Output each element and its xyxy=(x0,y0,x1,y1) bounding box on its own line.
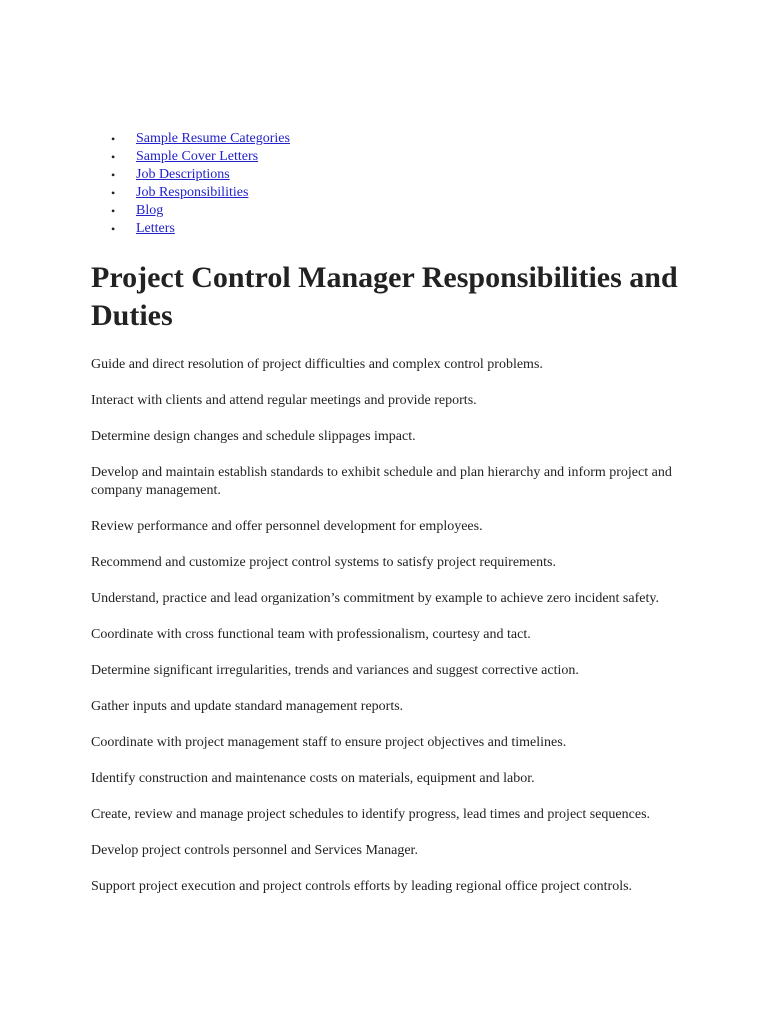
duty-paragraph: Review performance and offer personnel development for employees. xyxy=(91,519,483,534)
nav-link-job-descriptions[interactable]: Job Descriptions xyxy=(136,167,230,182)
site-nav-list xyxy=(91,130,691,238)
duty-paragraph: Determine design changes and schedule slippages impact. xyxy=(91,429,416,444)
duty-paragraph: Support project execution and project controls efforts by leading regional office project controls. xyxy=(91,879,633,894)
duty-paragraph: Develop and maintain establish standards to exhibit schedule and plan hierarchy and inform project and company management. xyxy=(91,465,672,498)
duties-list xyxy=(91,356,691,896)
duty-paragraph: Determine significant irregularities, trends and variances and suggest corrective action. xyxy=(91,663,579,678)
duty-paragraph: Recommend and customize project control systems to satisfy project requirements. xyxy=(91,555,556,570)
nav-link-blog[interactable]: Blog xyxy=(136,203,164,218)
bullet-icon: • xyxy=(111,186,116,200)
bullet-icon: • xyxy=(111,168,116,182)
duty-paragraph: Develop project controls personnel and Services Manager. xyxy=(91,843,418,858)
duty-paragraph: Coordinate with project management staff to ensure project objectives and timelines. xyxy=(91,735,567,750)
duty-paragraph: Understand, practice and lead organization’s commitment by example to achieve zero incident safety. xyxy=(91,591,659,606)
nav-item-blog xyxy=(111,202,691,220)
nav-link-sample-resume-categories[interactable]: Sample Resume Categories xyxy=(136,131,290,146)
bullet-icon: • xyxy=(111,132,116,146)
nav-item-letters xyxy=(111,220,691,238)
duty-paragraph: Identify construction and maintenance costs on materials, equipment and labor. xyxy=(91,771,535,786)
nav-item-sample-cover-letters xyxy=(111,148,691,166)
nav-item-job-responsibilities xyxy=(111,184,691,202)
nav-link-job-responsibilities[interactable]: Job Responsibilities xyxy=(136,185,249,200)
duty-paragraph: Guide and direct resolution of project difficulties and complex control problems. xyxy=(91,357,543,372)
nav-link-sample-cover-letters[interactable]: Sample Cover Letters xyxy=(136,149,259,164)
duty-paragraph: Coordinate with cross functional team with professionalism, courtesy and tact. xyxy=(91,627,531,642)
page-content xyxy=(91,130,691,914)
nav-link-letters[interactable]: Letters xyxy=(136,221,175,236)
page-title: Project Control Manager Responsibilities and Duties xyxy=(91,261,678,332)
nav-item-sample-resume-categories xyxy=(111,130,691,148)
duty-paragraph: Interact with clients and attend regular meetings and provide reports. xyxy=(91,393,477,408)
bullet-icon: • xyxy=(111,150,116,164)
bullet-icon: • xyxy=(111,222,116,236)
bullet-icon: • xyxy=(111,204,116,218)
duty-paragraph: Create, review and manage project schedules to identify progress, lead times and project sequences. xyxy=(91,807,651,822)
duty-paragraph: Gather inputs and update standard management reports. xyxy=(91,699,404,714)
nav-item-job-descriptions xyxy=(111,166,691,184)
